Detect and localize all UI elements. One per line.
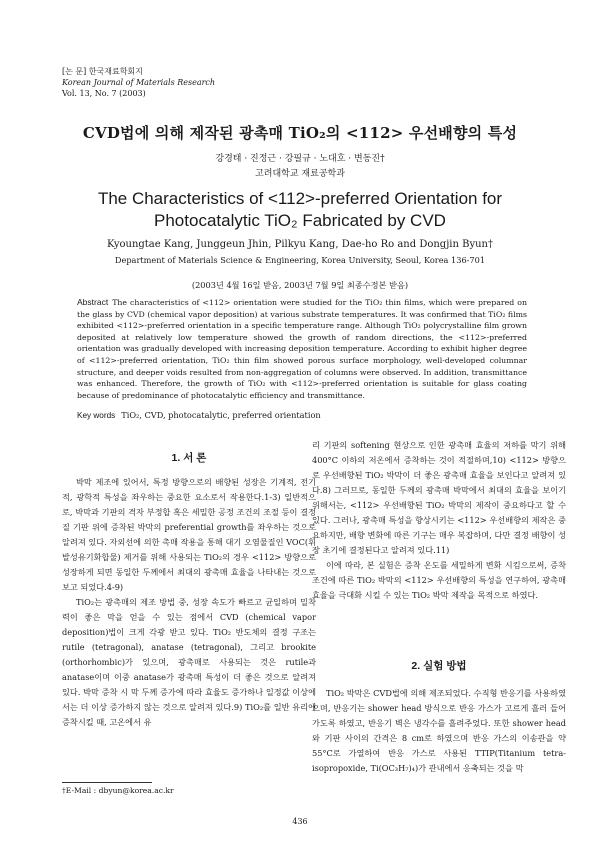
korean-authors: 강경태 · 진정근 · 강필규 · 노대호 · 변동진† (215, 154, 385, 164)
english-affiliation: Department of Materials Science & Engineering, Korea University, Seoul, Korea 136-701 (114, 255, 486, 265)
abstract (77, 297, 527, 401)
methods-column (312, 686, 566, 776)
korean-title: CVD법에 의해 제작된 광촉매 TiO₂의 <112> 우선배향의 특성 (82, 124, 518, 142)
section-heading-methods: 2. 실험 방법 (411, 660, 467, 672)
abstract-label: Abstract (77, 297, 109, 307)
methods-paragraph-1: TiO₂ 박막은 CVD법에 의해 제조되었다. 수직형 반응기를 사용하였으며, 반응기는 shower head 방식으로 반응 가스가 고르게 흘러 들어가도록 하였고, 반응기 벽은 냉각수를 흘려주었다. 또한 shower head와 기판 사이의 간격은 8 cm로 하였으며 반응 가스의 이송관을 약 55°C로 가열하여 반응 가스로 사용된 TTIP(Titanium tetra-isopropoxide, Ti(OC₃H₇)₄)가 관내에서 응축되는 것을 막 (312, 688, 566, 773)
journal-english-name: Korean Journal of Materials Research (62, 78, 216, 87)
abstract-text: The characteristics of <112> orientation were studied for the TiO₂ thin films, which were prepared on the glass by CVD (chemical vapor deposition) at various substrate temperatures. It was confirmed that TiO₂ films exhibited <112>-preferred orientation in a specific temperature range. Although TiO₂ polycrystalline film grown deposited at relatively low temperature showed the growth of random directions, the <112>-preferred orientation was gradually developed with increasing deposition temperature. According to exhibit higher degree of <112>-preferred orientation, TiO₂ thin film showed porous surface morphology, well-developed columnar structure, and deeper voids resulted from non-aggregation of columns were observed. In addition, transmittance was enhanced. Therefore, the growth of TiO₂ with <112>-preferred orientation is suitable for glass coating because of predominance of photocatalytic efficiency and transmittance. (77, 298, 527, 400)
korean-affiliation: 고려대학교 재료공학과 (255, 169, 345, 179)
journal-header (62, 66, 215, 99)
english-title (0, 188, 600, 232)
page-number: 436 (292, 817, 308, 826)
footnote-email: †E-Mail : dbyun@korea.ac.kr (62, 786, 174, 795)
intro-paragraph-4: 이에 따라, 본 실험은 증착 온도를 세밀하게 변화 시킴으로써, 증착 조건에 따른 TiO₂ 박막의 <112> 우선배향의 특성을 연구하여, 광촉매 효율을 극대화 시킬 수 있는 TiO₂ 박막 제작을 목적으로 하였다. (312, 560, 566, 600)
intro-paragraph-1: 박막 제조에 있어서, 특정 방향으로의 배향된 성장은 기계적, 전기적, 광학적 특성을 좌우하는 중요한 요소로서 작용한다.1-3) 일반적으로, 박막과 기판의 격자 부정합 혹은 세밀한 공정 조건의 조절 등이 결정질 기판 위에 증착된 박막의 preferential growth를 좌우하는 것으로 알려져 있다. 자외선에 의한 촉매 작용을 통해 대기 오염물질인 VOC(휘발성유기화합물) 제거를 위해 사용되는 TiO₂의 경우 <112> 방향으로 성장하게 되면 동일한 두께에서 최대의 광촉매 효율을 나타내는 것으로 보고 되었다.4-9) (62, 477, 316, 592)
left-column (62, 475, 316, 730)
footnote-divider (62, 782, 152, 783)
keywords-text: TiO₂, CVD, photocatalytic, preferred orientation (121, 410, 321, 420)
intro-paragraph-2: TiO₂는 광촉매의 제조 방법 중, 성장 속도가 빠르고 균일하며 밀착력이 좋은 막을 얻을 수 있는 점에서 CVD (chemical vapor deposition)법이 크게 각광 받고 있다. TiO₂ 반도체의 결정 구조는 rutile (tetragonal), anatase (tetragonal), 그리고 brookite (orthorhombic)가 있으며, 광촉매로 사용되는 것은 rutile과 anatase이며 이중 anatase가 광촉매 특성이 더 좋은 것으로 알려져 있다. 박막 증착 시 막 두께 증가에 따라 효율도 증가하나 일정값 이상에서는 더 이상 증가하지 않는 것으로 알려져 있다.9) TiO₂를 일반 유리에 증착시킬 때, 고온에서 유 (62, 597, 316, 727)
section-heading-introduction: 1. 서 론 (171, 452, 207, 464)
journal-korean-name: [논 문] 한국재료학회지 (62, 67, 143, 76)
received-dates: (2003년 4월 16일 받음, 2003년 7월 9일 최종수정본 받음) (191, 280, 409, 290)
english-title-line-1: The Characteristics of <112>-preferred Orientation for (97, 189, 503, 208)
english-authors: Kyoungtae Kang, Junggeun Jhin, Pilkyu Kang, Dae-ho Ro and Dongjin Byun† (107, 239, 493, 250)
keywords (77, 410, 321, 420)
journal-volume: Vol. 13, No. 7 (2003) (62, 89, 146, 98)
keywords-label: Key words (77, 411, 116, 420)
english-title-line-2: Photocatalytic TiO₂ Fabricated by CVD (154, 211, 446, 230)
right-column (312, 438, 566, 603)
intro-paragraph-3: 리 기판의 softening 현상으로 인한 광촉매 효율의 저하를 막기 위해 400°C 이하의 저온에서 증착하는 것이 적절하며,10) <112> 방향으로 우선배향된 TiO₂ 박막이 더 좋은 광촉매 효율을 보인다고 알려져 있다.8) 그러므로, 동일한 두께의 광촉매 박막에서 최대의 효율을 보이기 위해서는, <112> 우선배향된 TiO₂ 박막의 제작이 중요하다고 할 수 있다. 그러나, 광촉매 특성을 향상시키는 <112> 우선배향의 제작은 중요하지만, 배향 변화에 따른 기구는 매우 복잡하며, 다만 결정 배향이 성장 초기에 결정된다고 알려져 있다.11) (312, 440, 566, 555)
